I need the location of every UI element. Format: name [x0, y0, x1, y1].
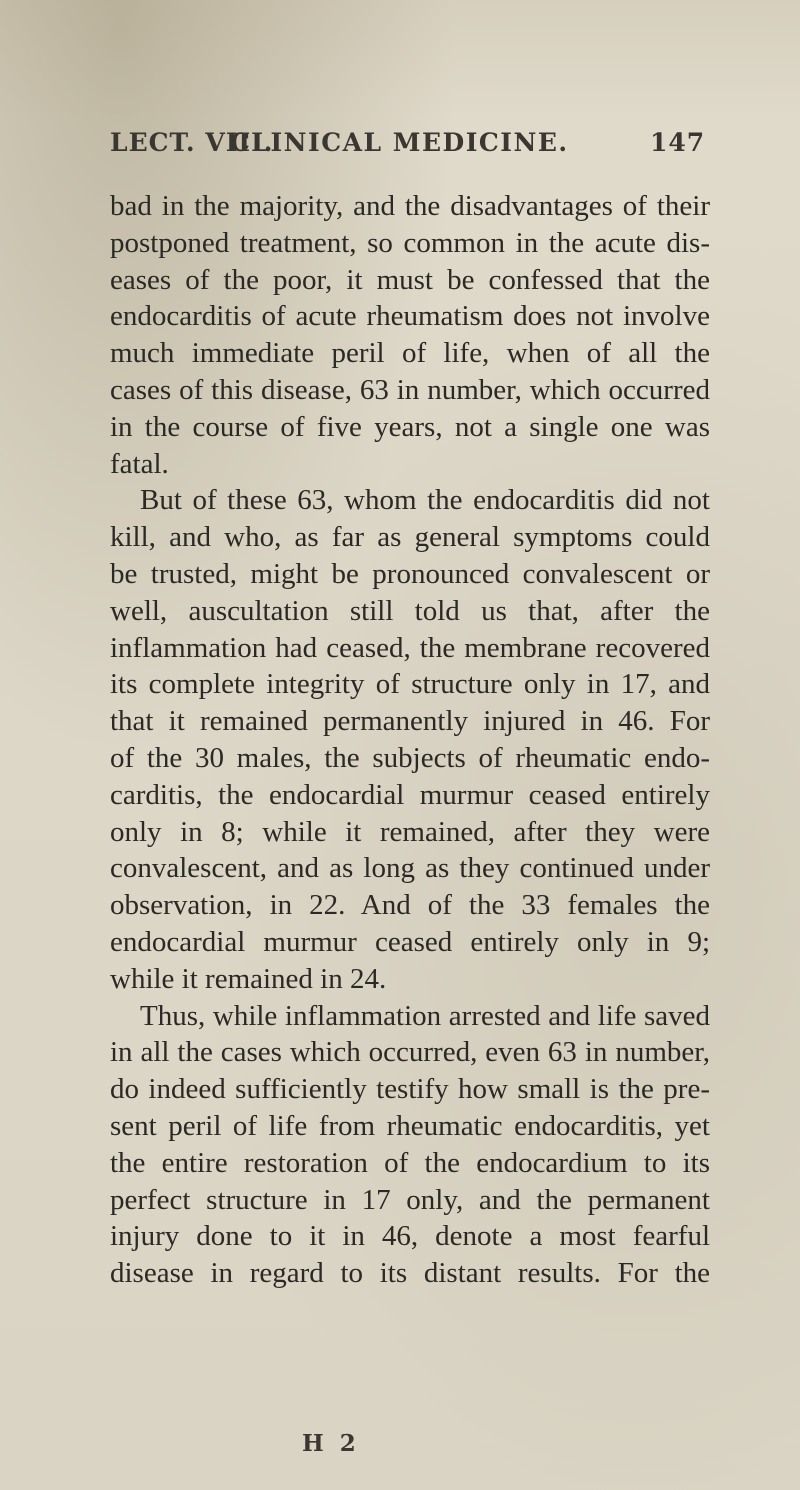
text-line: do indeed sufficiently testify how small is the pre-	[110, 1073, 710, 1106]
text-line: fatal.	[110, 447, 169, 480]
text-line: But of these 63, whom the endocarditis did not	[140, 484, 710, 517]
text-line: bad in the majority, and the disadvantages of their	[110, 190, 710, 222]
text-line: of the 30 males, the subjects of rheumatic endo-	[110, 741, 710, 774]
text-line: postponed treatment, so common in the acute dis-	[110, 226, 710, 259]
text-line: in the course of five years, not a single one was	[110, 410, 710, 443]
text-line: much immediate peril of life, when of all the	[110, 337, 710, 370]
text-line: observation, in 22. And of the 33 females the	[110, 889, 710, 922]
text-line: kill, and who, as far as general symptoms could	[110, 521, 710, 554]
text-line: convalescent, and as long as they continued under	[110, 852, 710, 885]
running-head	[110, 128, 710, 168]
running-title: CLINICAL MEDICINE.	[230, 128, 569, 157]
text-line: endocarditis of acute rheumatism does not involve	[110, 300, 710, 333]
text-line: inflammation had ceased, the membrane recovered	[110, 631, 710, 664]
signature-mark: H 2	[302, 1430, 360, 1457]
text-line: in all the cases which occurred, even 63 in number,	[110, 1036, 710, 1069]
page-number: 147	[650, 128, 706, 157]
text-line: while it remained in 24.	[110, 962, 387, 995]
text-line: its complete integrity of structure only in 17, and	[110, 668, 710, 701]
text-line: Thus, while inflammation arrested and life saved	[140, 999, 710, 1032]
text-line: endocardial murmur ceased entirely only in 9;	[110, 925, 710, 958]
text-line: disease in regard to its distant results. For the	[110, 1257, 710, 1290]
lecture-number: LECT. VIII.	[110, 128, 274, 157]
text-line: be trusted, might be pronounced convalescent or	[110, 557, 710, 590]
text-line: injury done to it in 46, denote a most fearful	[110, 1220, 710, 1253]
text-line: only in 8; while it remained, after they were	[110, 815, 710, 848]
text-line: cases of this disease, 63 in number, which occurred	[110, 373, 710, 406]
text-line: sent peril of life from rheumatic endocarditis, yet	[110, 1109, 710, 1142]
text-line: carditis, the endocardial murmur ceased entirely	[110, 778, 710, 811]
text-line: that it remained permanently injured in 46. For	[110, 705, 710, 738]
text-line: well, auscultation still told us that, after the	[110, 594, 710, 627]
text-line: perfect structure in 17 only, and the permanent	[110, 1183, 710, 1216]
body-text	[110, 188, 710, 1292]
text-line: eases of the poor, it must be confessed that the	[110, 263, 710, 296]
text-line: the entire restoration of the endocardium to its	[110, 1146, 710, 1179]
